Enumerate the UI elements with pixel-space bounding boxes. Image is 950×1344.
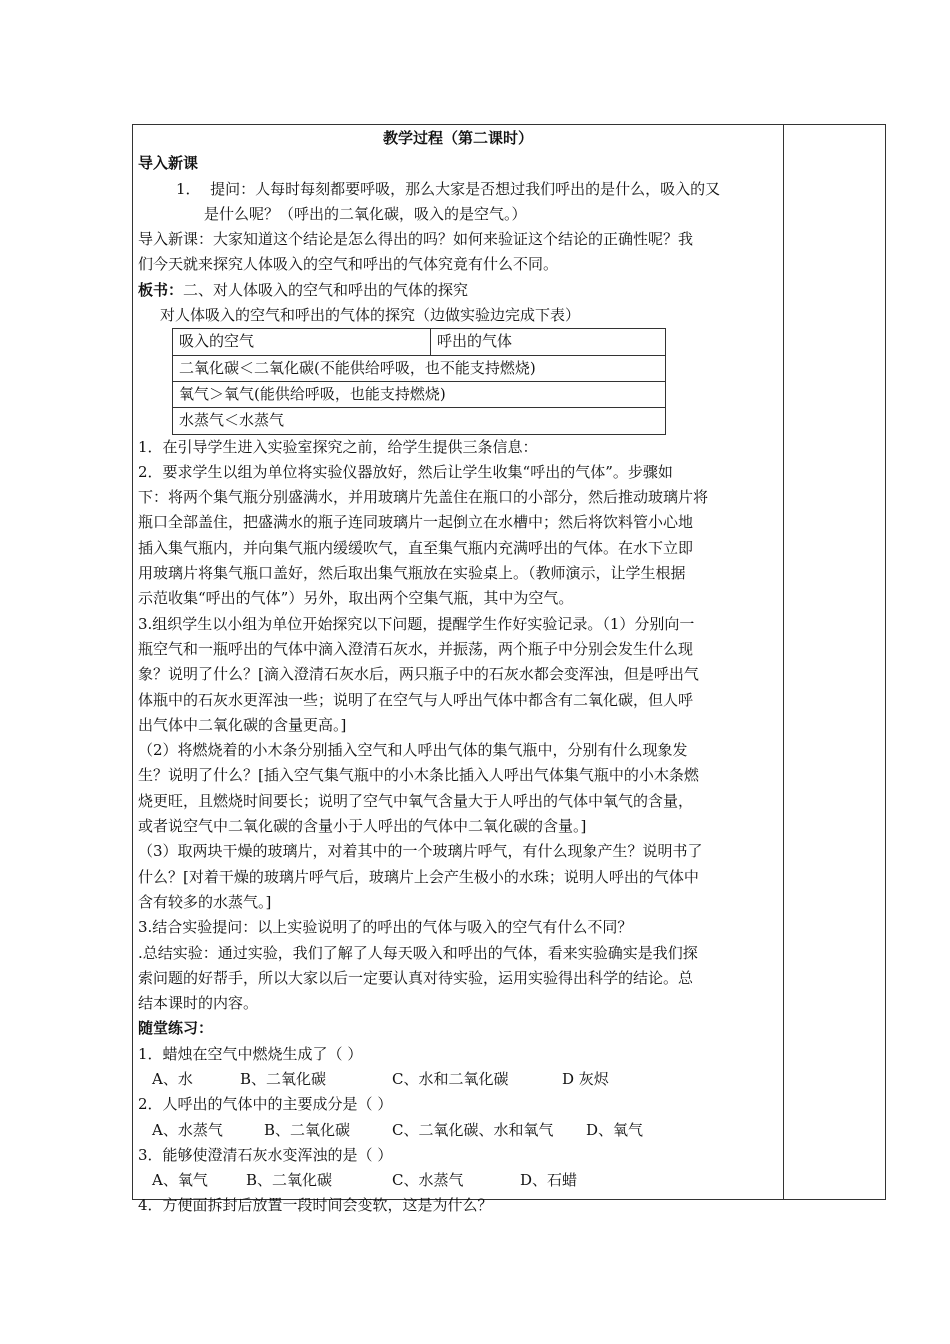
body-line: .总结实验：通过实验，我们了解了人每天吸入和呼出的气体，看来实验确实是我们探 bbox=[138, 943, 698, 962]
body-line: 示范收集“呼出的气体”）另外，取出两个空集气瓶，其中为空气。 bbox=[138, 589, 574, 608]
body-line: 烧更旺，且燃烧时间要长；说明了空气中氧气含量大于人呼出的气体中氧气的含量， bbox=[138, 791, 694, 810]
option-a: A、水蒸气 bbox=[152, 1120, 223, 1139]
body-line: 含有较多的水蒸气。] bbox=[138, 892, 272, 911]
practice-heading: 随堂练习： bbox=[138, 1019, 214, 1038]
option-a: A、水 bbox=[152, 1069, 193, 1088]
body-line: （3）取两块干燥的玻璃片，对着其中的一个玻璃片呼气，有什么现象产生？说明书了 bbox=[138, 842, 703, 861]
lesson-content bbox=[138, 126, 778, 1219]
table-row bbox=[173, 408, 666, 434]
intro-heading: 导入新课 bbox=[138, 154, 199, 173]
body-line: 出气体中二氧化碳的含量更高。] bbox=[138, 715, 347, 734]
body-line: 下：将两个集气瓶分别盛满水，并用玻璃片先盖住在瓶口的小部分，然后推动玻璃片将 bbox=[138, 488, 709, 507]
practice-question: 1．蜡烛在空气中燃烧生成了（ ） bbox=[138, 1044, 363, 1063]
question-number: 1． bbox=[176, 179, 201, 198]
option-d: D、石蜡 bbox=[520, 1171, 578, 1190]
table-cell: 氧气＞氧气(能供给呼吸，也能支持燃烧) bbox=[173, 381, 666, 407]
board-line bbox=[138, 278, 778, 303]
notes-column-divider bbox=[783, 124, 784, 1200]
table-cell: 二氧化碳＜二氧化碳(不能供给呼吸，也不能支持燃烧) bbox=[173, 355, 666, 381]
body-line: 用玻璃片将集气瓶口盖好，然后取出集气瓶放在实验桌上。（教师演示，让学生根据 bbox=[138, 564, 686, 583]
practice-question: 2．人呼出的气体中的主要成分是（ ） bbox=[138, 1095, 393, 1114]
table-row bbox=[173, 355, 666, 381]
option-b: B、二氧化碳 bbox=[240, 1069, 327, 1088]
option-d: D 灰烬 bbox=[562, 1069, 609, 1088]
board-text: 二、对人体吸入的空气和呼出的气体的探究 bbox=[183, 280, 469, 299]
body-line: 索问题的好帮手，所以大家以后一定要认真对待实验，运用实验得出科学的结论。总 bbox=[138, 968, 694, 987]
intro-text-line: 们今天就来探究人体吸入的空气和呼出的气体究竟有什么不同。 bbox=[138, 255, 559, 274]
table-cell: 水蒸气＜水蒸气 bbox=[173, 408, 666, 434]
option-b: B、二氧化碳 bbox=[246, 1171, 333, 1190]
body-line: 结本课时的内容。 bbox=[138, 994, 259, 1013]
body-line: 象？说明了什么？[滴入澄清石灰水后，两只瓶子中的石灰水都会变浑浊，但是呼出气 bbox=[138, 665, 699, 684]
option-d: D、氧气 bbox=[586, 1120, 644, 1139]
practice-question: 4．方便面拆封后放置一段时间会变软，这是为什么？ bbox=[138, 1196, 493, 1215]
body-line: （2）将燃烧着的小木条分别插入空气和人呼出气体的集气瓶中，分别有什么现象发 bbox=[138, 741, 688, 760]
intro-text-line: 导入新课：大家知道这个结论是怎么得出的吗？如何来验证这个结论的正确性呢？我 bbox=[138, 230, 694, 249]
question-line-2: 是什么呢？（呼出的二氧化碳，吸入的是空气。） bbox=[204, 204, 527, 223]
question-text-1: 提问：人每时每刻都要呼吸，那么大家是否想过我们呼出的是什么，吸入的又 bbox=[210, 179, 721, 198]
page-title: 教学过程（第二课时） bbox=[382, 129, 533, 147]
practice-options bbox=[138, 1118, 778, 1143]
option-a: A、氧气 bbox=[152, 1171, 208, 1190]
option-c: C、二氧化碳、水和氧气 bbox=[392, 1120, 554, 1139]
body-line: 3.结合实验提问：以上实验说明了的呼出的气体与吸入的空气有什么不同？ bbox=[138, 918, 633, 937]
practice-options bbox=[138, 1168, 778, 1193]
body-line: 瓶空气和一瓶呼出的气体中滴入澄清石灰水，并振荡，两个瓶子中分别会发生什么现 bbox=[138, 639, 694, 658]
table-header-row bbox=[173, 329, 666, 355]
body-line: 或者说空气中二氧化碳的含量小于人呼出的气体中二氧化碳的含量。] bbox=[138, 817, 587, 836]
practice-question: 3．能够使澄清石灰水变浑浊的是（ ） bbox=[138, 1145, 393, 1164]
option-c: C、水和二氧化碳 bbox=[392, 1069, 509, 1088]
body-line: 1．在引导学生进入实验室探究之前，给学生提供三条信息： bbox=[138, 437, 538, 456]
option-b: B、二氧化碳 bbox=[264, 1120, 351, 1139]
experiment-table bbox=[172, 328, 666, 434]
body-line: 瓶口全部盖住，把盛满水的瓶子连同玻璃片一起倒立在水槽中；然后将饮料管小心地 bbox=[138, 513, 694, 532]
table-caption: 对人体吸入的空气和呼出的气体的探究（边做实验边完成下表） bbox=[160, 306, 581, 325]
body-line: 3.组织学生以小组为单位开始探究以下问题，提醒学生作好实验记录。（1）分别向一 bbox=[138, 614, 695, 633]
body-line: 什么？[对着干燥的玻璃片呼气后，玻璃片上会产生极小的水珠；说明人呼出的气体中 bbox=[138, 867, 699, 886]
option-c: C、水蒸气 bbox=[392, 1171, 464, 1190]
question-line-1 bbox=[138, 177, 778, 202]
body-line: 体瓶中的石灰水更浑浊一些；说明了在空气与人呼出气体中都含有二氧化碳，但人呼 bbox=[138, 690, 694, 709]
practice-options bbox=[138, 1067, 778, 1092]
body-line: 生？说明了什么？[插入空气集气瓶中的小木条比插入人呼出气体集气瓶中的小木条燃 bbox=[138, 766, 699, 785]
body-line: 2．要求学生以组为单位将实验仪器放好，然后让学生收集“呼出的气体”。步骤如 bbox=[138, 462, 673, 481]
table-header-exhaled: 呼出的气体 bbox=[431, 329, 666, 355]
body-line: 插入集气瓶内，并向集气瓶内缓缓吹气，直至集气瓶内充满呼出的气体。在水下立即 bbox=[138, 538, 694, 557]
table-row bbox=[173, 381, 666, 407]
table-header-inhaled: 吸入的空气 bbox=[173, 329, 431, 355]
board-label: 板书： bbox=[138, 280, 184, 299]
